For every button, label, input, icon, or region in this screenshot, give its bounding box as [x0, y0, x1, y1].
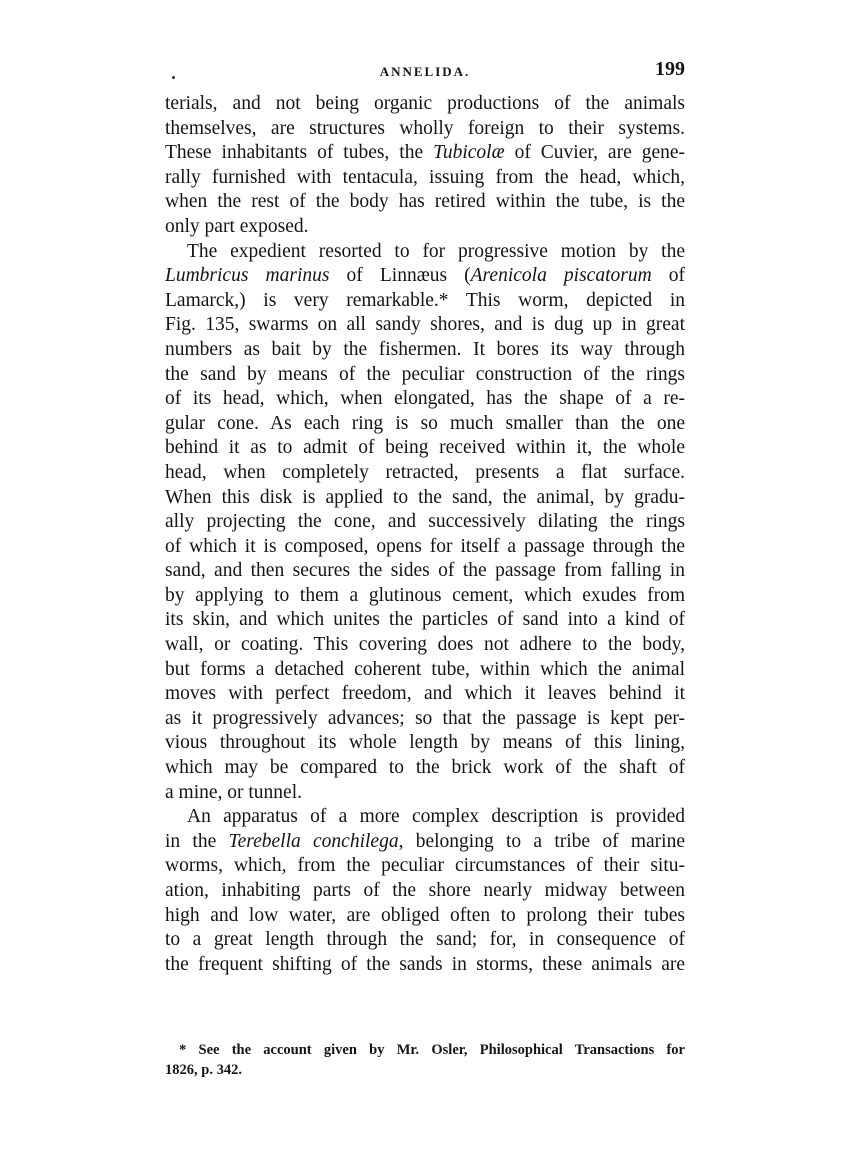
- text-line: Lamarck,) is very remarkable.* This worm, depicted in: [165, 289, 685, 311]
- text-line: the sand by means of the peculiar construction of the rings: [165, 363, 685, 385]
- text-line: by applying to them a glutinous cement, which exudes from: [165, 584, 685, 606]
- text-line: numbers as bait by the fishermen. It bores its way through: [165, 338, 685, 360]
- text-line: The expedient resorted to for progressive motion by the: [187, 240, 685, 262]
- text-line: which may be compared to the brick work of the shaft of: [165, 757, 685, 779]
- text-line: gular cone. As each ring is so much smaller than the one: [165, 412, 685, 434]
- text-line: vious throughout its whole length by means of this lining,: [165, 732, 685, 754]
- text-line: terials, and not being organic productions of the animals: [165, 93, 685, 114]
- text-line: sand, and then secures the sides of the passage from falling in: [165, 560, 685, 582]
- text-line: to a great length through the sand; for, in consequence of: [165, 929, 685, 951]
- text-line: behind it as to admit of being received within it, the whole: [165, 437, 685, 459]
- text-line: ation, inhabiting parts of the shore nearly midway between: [165, 880, 685, 901]
- text-line: as it progressively advances; so that the passage is kept per-: [165, 707, 685, 729]
- footnote-line: 1826, p. 342.: [165, 1062, 242, 1078]
- text-line: head, when completely retracted, presents a flat surface.: [165, 461, 685, 483]
- body-text: [165, 92, 685, 977]
- text-line: An apparatus of a more complex description is provided: [187, 806, 685, 828]
- text-line: a mine, or tunnel.: [165, 781, 303, 803]
- text-line: Lumbricus marinus of Linnæus (Arenicola piscatorum of: [165, 265, 685, 287]
- text-line: only part exposed.: [165, 215, 309, 237]
- text-line: themselves, are structures wholly foreign to their systems.: [165, 117, 685, 139]
- text-line: rally furnished with tentacula, issuing from the head, which,: [165, 166, 685, 188]
- page-header: [165, 58, 685, 88]
- running-head: ANNELIDA.: [379, 64, 471, 79]
- text-line: in the Terebella conchilega, belonging to a tribe of marine: [165, 830, 685, 852]
- text-line: These inhabitants of tubes, the Tubicolæ of Cuvier, are gene-: [165, 142, 685, 164]
- page-number: 199: [655, 58, 685, 80]
- text-line: moves with perfect freedom, and which it leaves behind it: [165, 683, 685, 705]
- text-line: of its head, which, when elongated, has the shape of a re-: [165, 388, 685, 410]
- footnote-line: * See the account given by Mr. Osler, Philosophical Transactions for: [179, 1042, 685, 1058]
- text-line: high and low water, are obliged often to prolong their tubes: [165, 904, 685, 926]
- text-line: When this disk is applied to the sand, the animal, by gradu-: [165, 486, 685, 508]
- text-line: Fig. 135, swarms on all sandy shores, and is dug up in great: [165, 314, 685, 336]
- text-line: worms, which, from the peculiar circumstances of their situ-: [165, 855, 685, 877]
- text-line: wall, or coating. This covering does not adhere to the body,: [165, 634, 685, 656]
- text-line: the frequent shifting of the sands in storms, these animals are: [165, 953, 685, 975]
- footnote: [165, 1040, 685, 1080]
- text-line: its skin, and which unites the particles of sand into a kind of: [165, 609, 685, 631]
- text-line: when the rest of the body has retired within the tube, is the: [165, 191, 685, 213]
- text-line: of which it is composed, opens for itself a passage through the: [165, 535, 685, 557]
- text-line: ally projecting the cone, and successively dilating the rings: [165, 511, 685, 533]
- text-line: but forms a detached coherent tube, within which the animal: [165, 658, 685, 680]
